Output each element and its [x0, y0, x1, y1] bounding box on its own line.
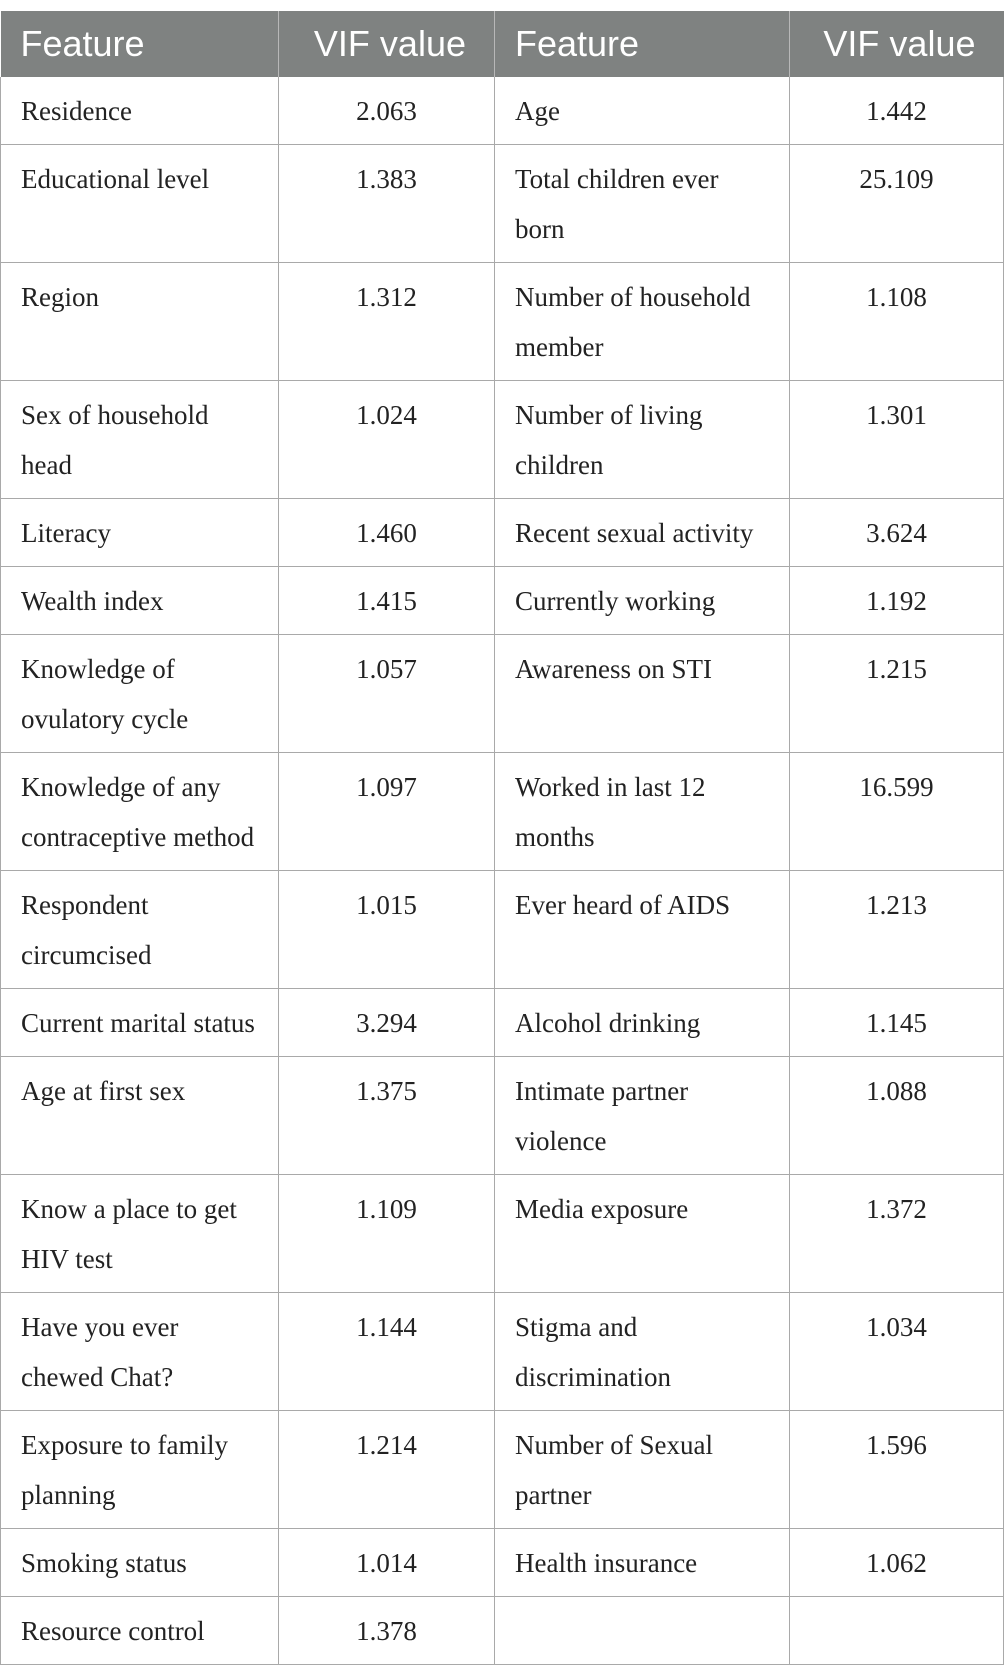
feature-cell: Literacy	[1, 499, 279, 567]
vif-cell: 2.063	[279, 77, 495, 145]
table-row	[1, 989, 1004, 1057]
feature-cell: Health insurance	[495, 1529, 790, 1597]
header-vif-left: VIF value	[279, 11, 495, 77]
vif-cell: 1.034	[790, 1293, 1004, 1411]
table-row	[1, 77, 1004, 145]
feature-cell: Wealth index	[1, 567, 279, 635]
vif-cell: 1.596	[790, 1411, 1004, 1529]
table-row	[1, 871, 1004, 989]
feature-cell: Media exposure	[495, 1175, 790, 1293]
vif-cell: 1.192	[790, 567, 1004, 635]
vif-cell: 1.057	[279, 635, 495, 753]
feature-cell: Residence	[1, 77, 279, 145]
table-row	[1, 1529, 1004, 1597]
vif-cell: 1.014	[279, 1529, 495, 1597]
header-feature-right: Feature	[495, 11, 790, 77]
feature-cell: Have you ever chewed Chat?	[1, 1293, 279, 1411]
vif-cell: 1.214	[279, 1411, 495, 1529]
vif-cell: 1.088	[790, 1057, 1004, 1175]
feature-cell: Resource control	[1, 1597, 279, 1665]
vif-cell: 1.213	[790, 871, 1004, 989]
vif-cell: 3.624	[790, 499, 1004, 567]
table-row	[1, 381, 1004, 499]
table-row	[1, 145, 1004, 263]
feature-cell: Educational level	[1, 145, 279, 263]
feature-cell: Number of household member	[495, 263, 790, 381]
feature-cell: Region	[1, 263, 279, 381]
feature-cell: Knowledge of ovulatory cycle	[1, 635, 279, 753]
vif-cell: 1.109	[279, 1175, 495, 1293]
table-row	[1, 1293, 1004, 1411]
table-row	[1, 1411, 1004, 1529]
vif-cell	[790, 1597, 1004, 1665]
vif-cell: 1.301	[790, 381, 1004, 499]
feature-cell: Knowledge of any contraceptive method	[1, 753, 279, 871]
vif-cell: 1.144	[279, 1293, 495, 1411]
feature-cell: Sex of household head	[1, 381, 279, 499]
vif-cell: 1.215	[790, 635, 1004, 753]
table-row	[1, 567, 1004, 635]
feature-cell: Current marital status	[1, 989, 279, 1057]
vif-cell: 1.442	[790, 77, 1004, 145]
feature-cell: Intimate partner violence	[495, 1057, 790, 1175]
vif-table	[0, 11, 1004, 1665]
table-row	[1, 1175, 1004, 1293]
feature-cell: Worked in last 12 months	[495, 753, 790, 871]
table-row	[1, 635, 1004, 753]
feature-cell: Currently working	[495, 567, 790, 635]
feature-cell: Smoking status	[1, 1529, 279, 1597]
vif-cell: 25.109	[790, 145, 1004, 263]
table-row	[1, 1057, 1004, 1175]
feature-cell: Total children ever born	[495, 145, 790, 263]
feature-cell: Exposure to family planning	[1, 1411, 279, 1529]
header-vif-right: VIF value	[790, 11, 1004, 77]
vif-cell: 1.097	[279, 753, 495, 871]
feature-cell: Stigma and discrimination	[495, 1293, 790, 1411]
feature-cell: Awareness on STI	[495, 635, 790, 753]
feature-cell: Alcohol drinking	[495, 989, 790, 1057]
vif-cell: 1.383	[279, 145, 495, 263]
vif-cell: 1.378	[279, 1597, 495, 1665]
table-row	[1, 263, 1004, 381]
vif-cell: 1.024	[279, 381, 495, 499]
vif-cell: 1.375	[279, 1057, 495, 1175]
vif-cell: 1.108	[790, 263, 1004, 381]
table-header	[1, 11, 1004, 77]
table-row	[1, 499, 1004, 567]
feature-cell: Age at first sex	[1, 1057, 279, 1175]
header-feature-left: Feature	[1, 11, 279, 77]
vif-cell: 1.312	[279, 263, 495, 381]
vif-cell: 1.460	[279, 499, 495, 567]
table-row	[1, 753, 1004, 871]
feature-cell: Recent sexual activity	[495, 499, 790, 567]
vif-cell: 3.294	[279, 989, 495, 1057]
table-row	[1, 1597, 1004, 1665]
vif-cell: 1.145	[790, 989, 1004, 1057]
feature-cell: Respondent circumcised	[1, 871, 279, 989]
vif-cell: 16.599	[790, 753, 1004, 871]
vif-cell: 1.015	[279, 871, 495, 989]
feature-cell: Know a place to get HIV test	[1, 1175, 279, 1293]
feature-cell: Age	[495, 77, 790, 145]
vif-cell: 1.415	[279, 567, 495, 635]
feature-cell: Number of Sexual partner	[495, 1411, 790, 1529]
vif-cell: 1.062	[790, 1529, 1004, 1597]
feature-cell	[495, 1597, 790, 1665]
vif-cell: 1.372	[790, 1175, 1004, 1293]
feature-cell: Number of living children	[495, 381, 790, 499]
table-body	[1, 77, 1004, 1665]
feature-cell: Ever heard of AIDS	[495, 871, 790, 989]
